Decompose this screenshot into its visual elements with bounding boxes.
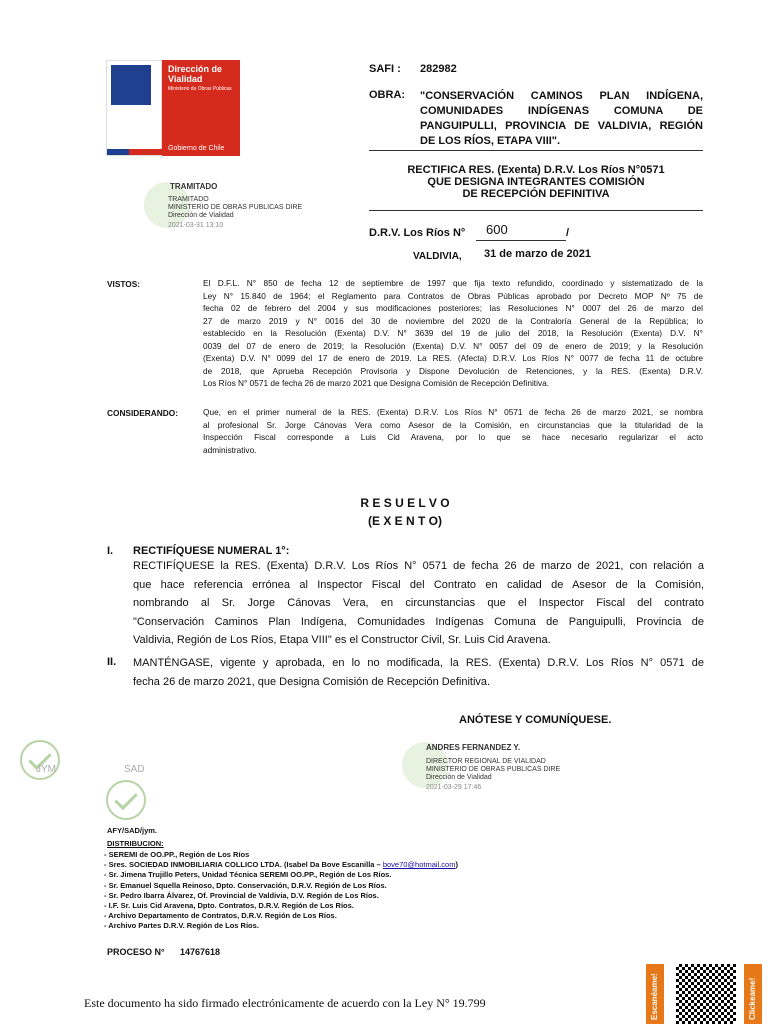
obra-line: PANGUIPULLI, PROVINCIA DE VALDIVIA, REGIÓN — [420, 120, 703, 132]
obra-line: DE LOS RÍOS, ETAPA VIII". — [420, 135, 561, 147]
signer-line1: DIRECTOR REGIONAL DE VIALIDAD — [426, 758, 546, 765]
obra-text — [420, 89, 703, 149]
obra-line: COMUNIDADES INDÍGENAS COMUNA DE — [420, 105, 703, 117]
vistos-line: Ley N° 15.840 de 1964; el Reglamento para Contratos de Obras Públicas aprobado por Decreto MOP Nº 75 de — [203, 290, 703, 301]
check-icon — [106, 780, 146, 820]
distribucion-item: - Sr. Pedro Ibarra Álvarez, Of. Provincial de Valdivia, D.V. Región de Los Ríos. — [104, 890, 379, 900]
considerando-line: administrativo. — [203, 444, 257, 455]
signer-time: 2021-03-29 17:46 — [426, 784, 482, 791]
vistos-line: El D.F.L. N° 850 de fecha 12 de septiembre de 1997 que fija texto refundido, coordinado y sistematizado de la — [203, 278, 703, 288]
closing-text: ANÓTESE Y COMUNÍQUESE. — [459, 714, 612, 726]
title-line: DE RECEPCIÓN DEFINITIVA — [462, 188, 610, 200]
item-number: I. — [107, 545, 114, 557]
check-label: JYM — [36, 764, 56, 775]
vistos-line: 27 de marzo 2019 y N° 0016 del 30 de noviembre del 2020 de la Contraloría General de la República; lo — [203, 315, 703, 326]
item-body — [133, 557, 704, 650]
logo-line1: Dirección de — [168, 64, 223, 74]
distribucion-item — [104, 860, 458, 870]
distribucion-list — [104, 850, 458, 932]
divider — [369, 150, 703, 151]
title-line: RECTIFICA RES. (Exenta) D.R.V. Los Ríos N°0571 — [407, 164, 665, 176]
item-heading: RECTIFÍQUESE NUMERAL 1°: — [133, 545, 290, 557]
distribucion-item: - Sr. Emanuel Squella Reinoso, Dpto. Conservación, D.R.V. Región de Los Ríos. — [104, 880, 387, 890]
distribucion-item: - SEREMI de OO.PP., Región de Los Ríos — [104, 850, 250, 859]
obra-label: OBRA: — [369, 89, 406, 101]
item-number: II. — [107, 656, 117, 668]
distribucion-item-text: - Sres. SOCIEDAD INMOBILIARIA COLLICO LTDA. (Isabel Da Bove Escanilla – — [104, 860, 383, 870]
signer-line2: MINISTERIO DE OBRAS PUBLICAS DIRE — [426, 766, 561, 773]
drv-underline — [476, 240, 566, 241]
vistos-line: 0039 del 07 de enero de 2019; la Resolución (Exenta) D.V. N° 0057 del 09 de enero de 2019; y la Resolución — [203, 340, 703, 351]
qr-code-icon[interactable] — [676, 964, 736, 1024]
stamp-time: 2021-03-31 13:10 — [168, 222, 224, 229]
considerando-line: Inspección Fiscal corresponde a Luis Cid Aravena, por lo que se hace necesario regularizar el acto — [203, 432, 703, 442]
distribucion-item: - Sr. Jimena Trujillo Peters, Unidad Técnica SEREMI OO.PP., Región de Los Ríos. — [104, 870, 392, 880]
considerando-text — [203, 406, 703, 456]
obra-line: "CONSERVACIÓN CAMINOS PLAN INDÍGENA, — [420, 90, 703, 102]
logo-line4: Gobierno de Chile — [168, 145, 225, 152]
distribucion-title: DISTRIBUCION: — [107, 839, 164, 848]
proceso-label: PROCESO N° — [107, 947, 165, 957]
resolution-date: 31 de marzo de 2021 — [484, 248, 592, 260]
signer-name: ANDRES FERNANDEZ Y. — [426, 743, 521, 752]
coat-of-arms-icon — [106, 60, 162, 156]
safi-label: SAFI : — [369, 63, 401, 75]
initials: AFY/SAD/jym. — [107, 826, 158, 835]
vistos-text — [203, 277, 703, 390]
item-line: nombrando al Sr. Jorge Cánovas Vera, en circunstancias que el Inspector Fiscal del contrato — [133, 597, 704, 609]
item-line: que hace referencia errónea al Inspector Fiscal del Contrato en calidad de Asesor de la Comisión, — [133, 578, 704, 591]
considerando-line: al profesional Sr. Jorge Cánovas Vera como Asesor de la Comisión, en circunstancias que la titularidad de la — [203, 419, 703, 430]
considerando-line: Que, en el primer numeral de la RES. (Exenta) D.R.V. Los Ríos N° 0571 de fecha 26 de marzo 2021, se nombra — [203, 407, 703, 417]
vistos-line: Los Ríos N° 0571 de fecha 26 de marzo 2021 que Designa Comisión de Recepción Definitiva. — [203, 378, 549, 388]
vistos-label: VISTOS: — [107, 279, 141, 289]
distribucion-item: - Archivo Partes D.R.V. Región de Los Ríos. — [104, 921, 259, 931]
place-label: VALDIVIA, — [413, 251, 462, 262]
stamp-line2: MINISTERIO DE OBRAS PUBLICAS DIRE — [168, 204, 303, 211]
scan-label-left: Escanéame! — [650, 973, 659, 1020]
email-close: ) — [455, 860, 458, 870]
distribucion-item: - I.F. Sr. Luis Cid Aravena, Dpto. Contratos, D.R.V. Región de Los Ríos. — [104, 901, 354, 911]
scan-label-right: Clickeame! — [748, 977, 757, 1020]
logo-line3: Ministerio de Obras Públicas — [168, 86, 232, 92]
vistos-line: de 2018, que Aprueba Recepción Provisoria y Dispone Devolución de Retenciones, y la RES. (Exenta) D.R.V. — [203, 365, 703, 376]
email-link[interactable]: bove70@hotmail.com — [382, 860, 456, 870]
vistos-line: fecha 02 de febrero del 2004 y sus modificaciones posteriores; las Resoluciones N° 0007 del 26 de marzo del — [203, 303, 703, 313]
proceso-value: 14767618 — [180, 947, 221, 957]
drv-number: 600 — [486, 222, 508, 237]
divider — [369, 210, 703, 211]
item-line: "Conservación Caminos Plan Indígena, Comunidades Indígenas Comuna de Panguipulli, Provincia de — [133, 615, 704, 628]
item-body — [133, 654, 704, 691]
resolution-title — [369, 164, 703, 200]
signer-line3: Dirección de Vialidad — [426, 774, 492, 781]
item-line: MANTÉNGASE, vigente y aprobada, en lo no modificada, la RES. (Exenta) D.R.V. Los Ríos N° 0571 de — [133, 657, 704, 669]
vistos-line: establecido en la Resolución (Exenta) D.V. N° 3639 del 19 de julio del 2018, la Resolución (Exenta) D.V. N° — [203, 328, 703, 338]
stamp-line1: TRAMITADO — [168, 196, 209, 203]
stamp-line3: Dirección de Vialidad — [168, 212, 234, 219]
item-line: Valdivia, Región de Los Ríos, Etapa VIII" es el Constructor Civil, Sr. Luis Cid Aravena. — [133, 634, 551, 646]
drv-label: D.R.V. Los Ríos N° — [369, 227, 466, 239]
resuelvo-subtitle: (E X E N T O) — [367, 514, 442, 528]
drv-slash: / — [566, 227, 570, 239]
item-line: RECTIFÍQUESE la RES. (Exenta) D.R.V. Los Ríos N° 0571 de fecha 26 de marzo de 2021, con relación a — [133, 560, 704, 572]
resuelvo-title: R E S U E L V O — [360, 496, 450, 510]
considerando-label: CONSIDERANDO: — [107, 408, 178, 418]
stamp-status: TRAMITADO — [170, 182, 218, 191]
logo-line2: Vialidad — [168, 74, 203, 84]
safi-value: 282982 — [420, 63, 457, 75]
gobierno-logo — [106, 60, 240, 156]
item-line: fecha 26 de marzo 2021, que Designa Comisión de Recepción Definitiva. — [133, 675, 491, 688]
footer-note: Este documento ha sido firmado electrónicamente de acuerdo con la Ley N° 19.799 — [84, 996, 486, 1010]
vistos-line: (Exenta) D.V. N° 0099 del 17 de enero de 2019. La RES. (Afecta) D.R.V. Los Ríos N° 0077 de fecha 11 de octubre — [203, 353, 703, 363]
check-label: SAD — [124, 764, 145, 775]
title-line: QUE DESIGNA INTEGRANTES COMISIÓN — [427, 176, 645, 188]
distribucion-item: - Archivo Departamento de Contratos, D.R.V. Región de Los Ríos. — [104, 911, 337, 921]
